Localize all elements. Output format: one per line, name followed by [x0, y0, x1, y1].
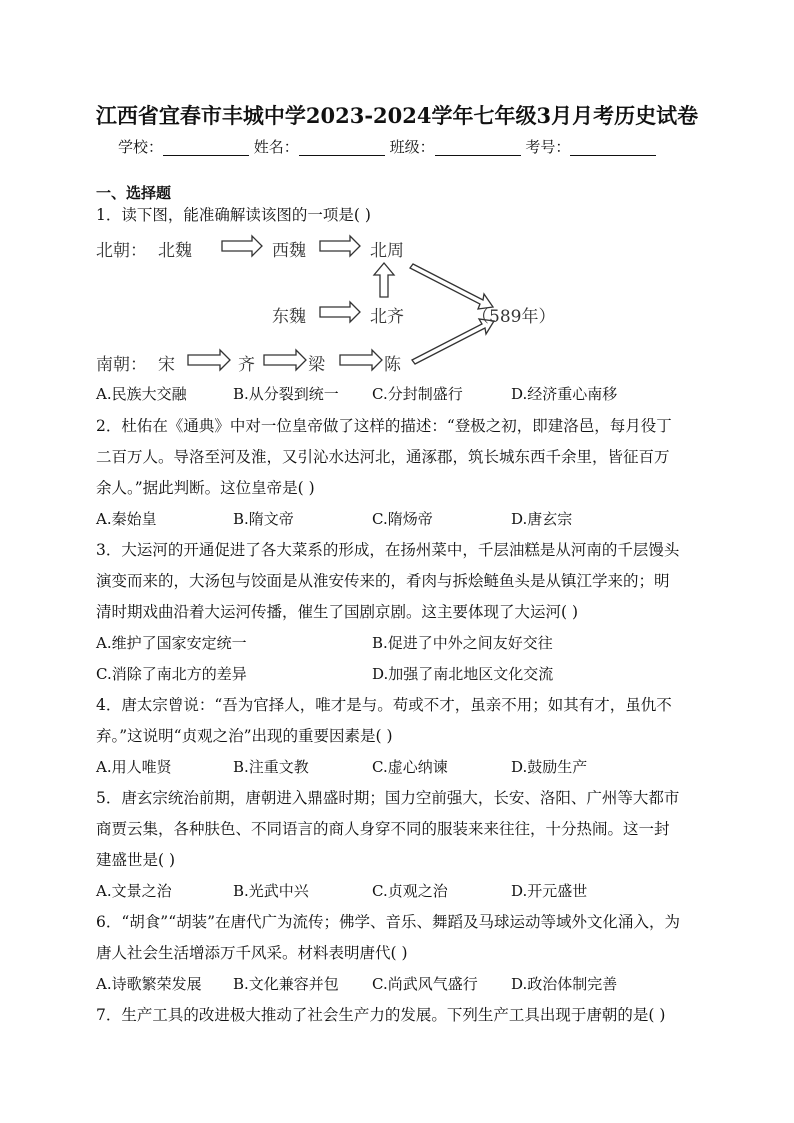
class-label: 班级：	[389, 138, 435, 156]
question-2-line-2: 二百万人。导洛至河及淮，又引沁水达河北，通涿郡，筑长城东西千余里，皆征百万	[96, 448, 670, 466]
question-4-line-1: 4．唐太宗曾说：“吾为官择人，唯才是与。苟或不才，虽亲不用；如其有才，虽仇不	[96, 696, 672, 714]
q6-option-c[interactable]: C.尚武风气盛行	[372, 975, 478, 993]
q2-option-b[interactable]: B.隋文帝	[233, 510, 294, 528]
south-dynasties-label: 南朝：	[96, 355, 147, 375]
arrow-chen-to-589	[412, 319, 494, 364]
question-6-line-1: 6．“胡食”“胡装”在唐代广为流传；佛学、音乐、舞蹈及马球运动等域外文化涌入，为	[96, 913, 681, 931]
q5-option-c[interactable]: C.贞观之治	[372, 882, 448, 900]
exam-title: 江西省宜春市丰城中学2023-2024学年七年级3月月考历史试卷	[95, 103, 699, 128]
q2-option-a[interactable]: A.秦始皇	[96, 510, 157, 528]
dynasty-northern-zhou: 北周	[370, 241, 404, 261]
q3-option-c[interactable]: C.消除了南北方的差异	[96, 665, 247, 683]
question-2-line-1: 2．杜佑在《通典》中对一位皇帝做了这样的描述：“登极之初，即建洛邑，每月役丁	[96, 417, 672, 435]
q2-option-c[interactable]: C.隋炀帝	[372, 510, 433, 528]
arrow-western-wei-to-zhou	[320, 236, 360, 256]
arrow-eastern-wei-to-qi	[320, 302, 360, 322]
question-2-line-3: 余人。”据此判断。这位皇帝是( )	[96, 479, 315, 497]
q2-option-d[interactable]: D.唐玄宗	[511, 510, 573, 528]
q1-option-b[interactable]: B.从分裂到统一	[233, 385, 339, 403]
question-3-line-1: 3．大运河的开通促进了各大菜系的形成，在扬州菜中，千层油糕是从河南的千层馒头	[96, 541, 680, 559]
q1-option-d[interactable]: D.经济重心南移	[511, 385, 618, 403]
q4-option-b[interactable]: B.注重文教	[233, 758, 309, 776]
q3-option-b[interactable]: B.促进了中外之间友好交往	[372, 634, 553, 652]
arrow-zhou-to-589	[410, 264, 493, 309]
q4-option-c[interactable]: C.虚心纳谏	[372, 758, 448, 776]
q4-option-a[interactable]: A.用人唯贤	[96, 758, 172, 776]
diagram-arrows	[0, 0, 794, 400]
school-label: 学校：	[118, 138, 164, 156]
question-3-line-2: 演变而来的，大汤包与饺面是从淮安传来的，肴肉与拆烩鲢鱼头是从镇江学来的；明	[96, 572, 670, 590]
dynasty-qi: 齐	[238, 355, 255, 375]
dynasty-northern-wei: 北魏	[158, 241, 192, 261]
question-5-line-1: 5．唐玄宗统治前期，唐朝进入鼎盛时期；国力空前强大，长安、洛阳、广州等大都市	[96, 789, 680, 807]
q6-option-b[interactable]: B.文化兼容并包	[233, 975, 339, 993]
arrow-song-to-qi	[188, 350, 230, 370]
dynasty-northern-qi: 北齐	[370, 307, 404, 327]
dynasty-liang: 梁	[308, 355, 325, 375]
dynasty-song: 宋	[158, 355, 175, 375]
q6-option-a[interactable]: A.诗歌繁荣发展	[96, 975, 202, 993]
arrow-qi-up-to-zhou	[374, 263, 394, 297]
question-3-line-3: 清时期戏曲沿着大运河传播，催生了国剧京剧。这主要体现了大运河( )	[96, 603, 579, 621]
q1-option-a[interactable]: A.民族大交融	[96, 385, 187, 403]
dynasty-eastern-wei: 东魏	[272, 307, 306, 327]
question-5-line-2: 商贾云集，各种肤色、不同语言的商人身穿不同的服装来来往往，十分热闹。这一封	[96, 820, 670, 838]
arrow-liang-to-chen	[340, 350, 382, 370]
arrow-wei-to-western-wei	[222, 236, 262, 256]
question-1-line-1: 1．读下图，能准确解读该图的一项是( )	[96, 206, 371, 224]
dynasty-western-wei: 西魏	[272, 241, 306, 261]
q5-option-b[interactable]: B.光武中兴	[233, 882, 309, 900]
question-4-line-2: 弃。”这说明“贞观之治”出现的重要因素是( )	[96, 727, 393, 745]
name-label: 姓名：	[253, 138, 299, 156]
question-5-line-3: 建盛世是( )	[96, 851, 176, 869]
q5-option-d[interactable]: D.开元盛世	[511, 882, 588, 900]
section-heading: 一、选择题	[96, 184, 172, 202]
question-6-line-2: 唐人社会生活增添万千风采。材料表明唐代( )	[96, 944, 408, 962]
number-label: 考号：	[525, 138, 571, 156]
arrow-qi-to-liang	[264, 350, 306, 370]
q1-option-c[interactable]: C.分封制盛行	[372, 385, 463, 403]
dynasty-chen: 陈	[384, 355, 401, 375]
q3-option-d[interactable]: D.加强了南北地区文化交流	[372, 665, 554, 683]
year-589-label: （589年）	[472, 307, 556, 327]
north-dynasties-label: 北朝：	[96, 241, 147, 261]
q4-option-d[interactable]: D.鼓励生产	[511, 758, 588, 776]
q6-option-d[interactable]: D.政治体制完善	[511, 975, 618, 993]
q3-option-a[interactable]: A.维护了国家安定统一	[96, 634, 247, 652]
question-7-line-1: 7．生产工具的改进极大推动了社会生产力的发展。下列生产工具出现于唐朝的是( )	[96, 1006, 666, 1024]
q5-option-a[interactable]: A.文景之治	[96, 882, 172, 900]
